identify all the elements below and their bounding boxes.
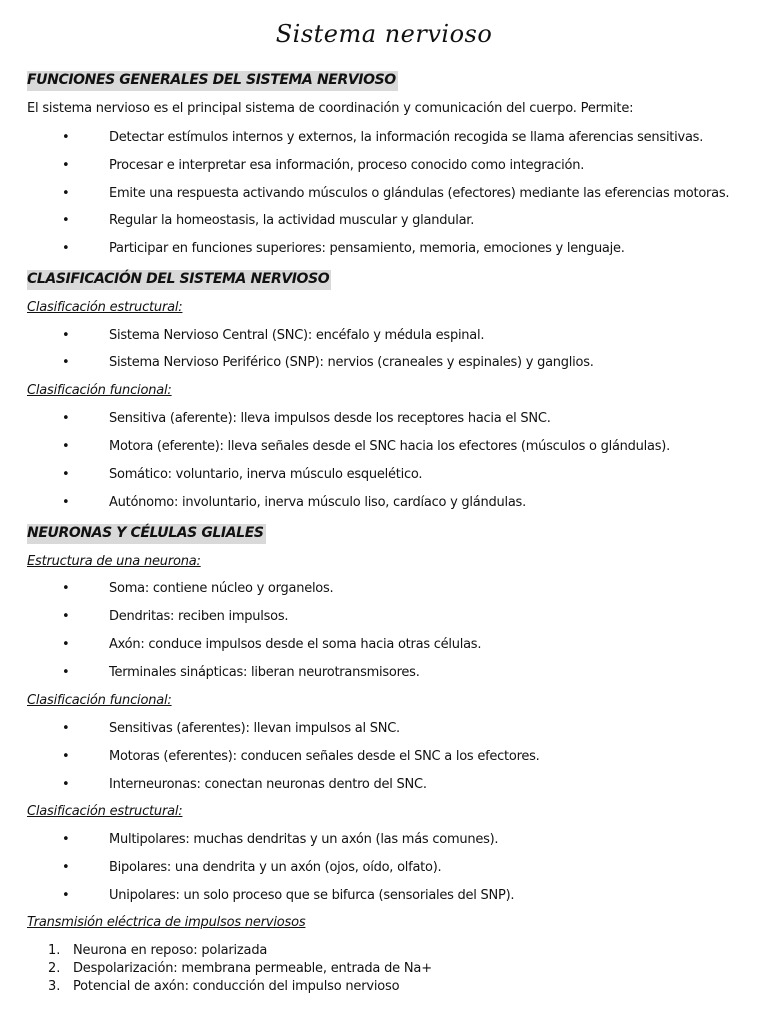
list-item-text: Interneuronas: conectan neuronas dentro del SNC.: [109, 777, 427, 792]
bullet-icon: •: [62, 186, 70, 201]
subheading-estructural: Clasificación estructural:: [27, 300, 183, 315]
list-item-text: Regular la homeostasis, la actividad muscular y glandular.: [109, 213, 475, 228]
bullet-icon: •: [62, 411, 70, 426]
list-item-text: Procesar e interpretar esa información, proceso conocido como integración.: [109, 158, 585, 173]
list-item: [0, 128, 768, 148]
list-item: [0, 719, 768, 739]
list-item: [0, 607, 768, 627]
list-item-text: Motora (eferente): lleva señales desde el SNC hacia los efectores (músculos o glándulas).: [109, 439, 670, 454]
bullet-icon: •: [62, 158, 70, 173]
section-heading-funciones: FUNCIONES GENERALES DEL SISTEMA NERVIOSO: [27, 69, 398, 91]
section-heading-neuronas: NEURONAS Y CÉLULAS GLIALES: [27, 522, 266, 544]
bullet-icon: •: [62, 665, 70, 680]
list-item: [0, 184, 768, 204]
list-item: [0, 211, 768, 231]
subheading-estructural-neuronas: Clasificación estructural:: [27, 804, 183, 819]
list-item: [0, 326, 768, 346]
list-item-text: Unipolares: un solo proceso que se bifurca (sensoriales del SNP).: [109, 888, 515, 903]
list-item-text: Motoras (eferentes): conducen señales desde el SNC a los efectores.: [109, 749, 540, 764]
bullet-icon: •: [62, 241, 70, 256]
numbered-item: [0, 978, 768, 996]
list-item: [0, 493, 768, 513]
intro-paragraph: El sistema nervioso es el principal sistema de coordinación y comunicación del cuerpo. Permite:: [27, 101, 634, 116]
list-item: [0, 858, 768, 878]
numbered-item-text: Despolarización: membrana permeable, entrada de Na+: [73, 961, 432, 976]
bullet-icon: •: [62, 860, 70, 875]
list-item: [0, 437, 768, 457]
section-heading-clasificacion: CLASIFICACIÓN DEL SISTEMA NERVIOSO: [27, 268, 331, 290]
list-item-text: Somático: voluntario, inerva músculo esquelético.: [109, 467, 423, 482]
list-item: [0, 156, 768, 176]
subheading-estructura-neurona: Estructura de una neurona:: [27, 554, 201, 569]
numbered-item-text: Potencial de axón: conducción del impulso nervioso: [73, 979, 400, 994]
list-item-text: Detectar estímulos internos y externos, la información recogida se llama aferencias sensitivas.: [109, 130, 704, 145]
list-item-text: Terminales sinápticas: liberan neurotransmisores.: [109, 665, 420, 680]
bullet-icon: •: [62, 495, 70, 510]
list-item: [0, 830, 768, 850]
bullet-icon: •: [62, 637, 70, 652]
bullet-icon: •: [62, 749, 70, 764]
list-item: [0, 886, 768, 906]
list-item-text: Sistema Nervioso Periférico (SNP): nervios (craneales y espinales) y ganglios.: [109, 355, 594, 370]
bullet-icon: •: [62, 581, 70, 596]
item-number: 3.: [48, 979, 61, 994]
bullet-icon: •: [62, 328, 70, 343]
list-item: [0, 663, 768, 683]
list-item: [0, 635, 768, 655]
list-item-text: Autónomo: involuntario, inerva músculo liso, cardíaco y glándulas.: [109, 495, 526, 510]
list-item-text: Soma: contiene núcleo y organelos.: [109, 581, 334, 596]
subheading-funcional: Clasificación funcional:: [27, 383, 172, 398]
list-item: [0, 747, 768, 767]
list-item: [0, 465, 768, 485]
numbered-item: [0, 942, 768, 960]
list-item: [0, 353, 768, 373]
numbered-item: [0, 960, 768, 978]
page-title: Sistema nervioso: [275, 20, 493, 48]
list-item-text: Emite una respuesta activando músculos o glándulas (efectores) mediante las eferencias motoras.: [109, 186, 730, 201]
subheading-funcional-neuronas: Clasificación funcional:: [27, 693, 172, 708]
list-item: [0, 409, 768, 429]
list-item-text: Axón: conduce impulsos desde el soma hacia otras células.: [109, 637, 482, 652]
list-item-text: Dendritas: reciben impulsos.: [109, 609, 289, 624]
bullet-icon: •: [62, 130, 70, 145]
list-item-text: Participar en funciones superiores: pensamiento, memoria, emociones y lenguaje.: [109, 241, 625, 256]
list-item-text: Sensitiva (aferente): lleva impulsos desde los receptores hacia el SNC.: [109, 411, 551, 426]
subheading-transmision: Transmisión eléctrica de impulsos nerviosos: [27, 915, 306, 930]
list-item: [0, 239, 768, 259]
list-item: [0, 775, 768, 795]
bullet-icon: •: [62, 832, 70, 847]
bullet-icon: •: [62, 439, 70, 454]
list-item-text: Bipolares: una dendrita y un axón (ojos, oído, olfato).: [109, 860, 442, 875]
item-number: 1.: [48, 943, 61, 958]
list-item-text: Sistema Nervioso Central (SNC): encéfalo y médula espinal.: [109, 328, 485, 343]
bullet-icon: •: [62, 355, 70, 370]
item-number: 2.: [48, 961, 61, 976]
list-item-text: Multipolares: muchas dendritas y un axón (las más comunes).: [109, 832, 499, 847]
list-item: [0, 579, 768, 599]
numbered-item-text: Neurona en reposo: polarizada: [73, 943, 268, 958]
bullet-icon: •: [62, 467, 70, 482]
bullet-icon: •: [62, 721, 70, 736]
bullet-icon: •: [62, 609, 70, 624]
list-item-text: Sensitivas (aferentes): llevan impulsos al SNC.: [109, 721, 400, 736]
bullet-icon: •: [62, 213, 70, 228]
bullet-icon: •: [62, 777, 70, 792]
bullet-icon: •: [62, 888, 70, 903]
